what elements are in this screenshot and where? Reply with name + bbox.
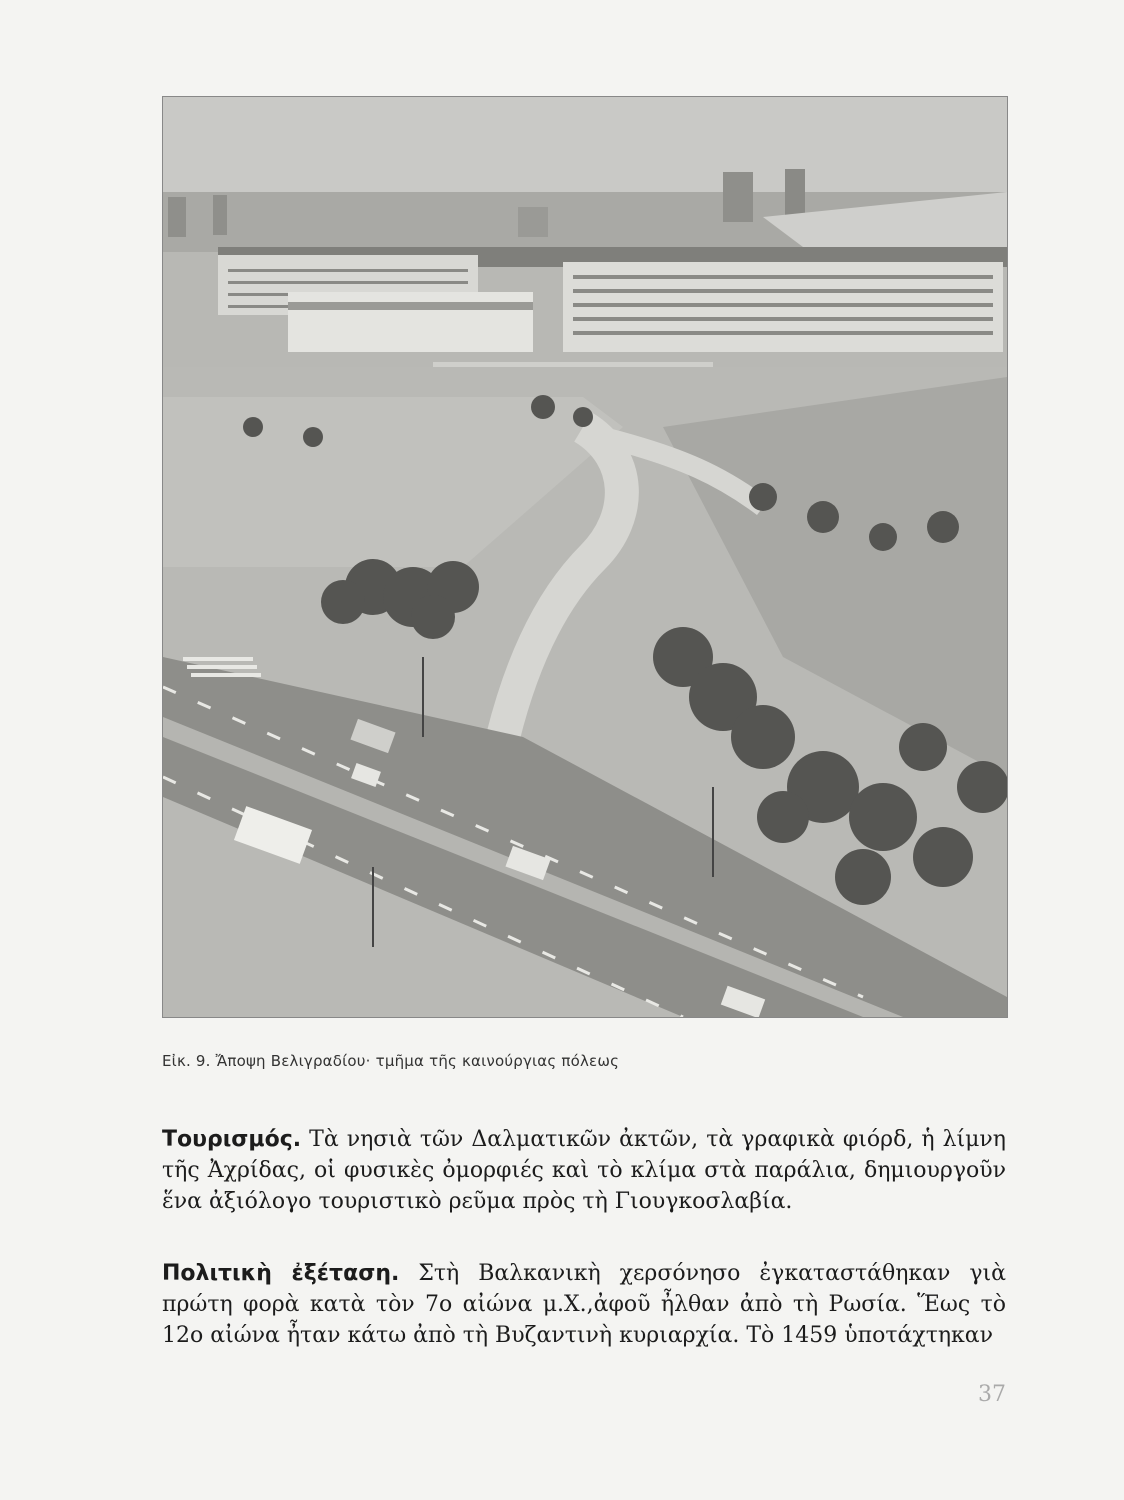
paragraph-text: Τὰ νησιὰ τῶν Δαλματικῶν ἀκτῶν, τὰ γραφικὰ φιόρδ, ἡ λίμνη τῆς Ἀχρίδας, οἱ φυσικὲς ὀμορφιές καὶ τὸ κλίμα στὰ παράλια, δημιουργοῦν ἕνα ἀξιόλογο τουριστικὸ ρεῦμα πρὸς τὴ Γιουγκοσλαβία. bbox=[162, 1127, 1006, 1214]
paragraph-heading: Τουρισμός. bbox=[162, 1127, 302, 1152]
paragraph-text: Στὴ Βαλκανικὴ χερσόνησο ἐγκαταστάθηκαν γιὰ πρώτη φορὰ κατὰ τὸν 7ο αἰώνα μ.Χ.,ἀφοῦ ἦλθαν ἀπὸ τὴ Ρωσία. Ἕως τὸ 12ο αἰώνα ἦταν κάτω ἀπὸ τὴ Βυζαντινὴ κυριαρχία. Τὸ 1459 ὑποτάχτηκαν bbox=[162, 1261, 1006, 1348]
paragraph-tourism bbox=[162, 1124, 1006, 1217]
paragraph-political bbox=[162, 1258, 1006, 1351]
page-number: 37 bbox=[978, 1382, 1006, 1407]
paragraph-heading: Πολιτικὴ ἐξέταση. bbox=[162, 1261, 400, 1286]
city-photo bbox=[162, 96, 1008, 1018]
figure-caption: Εἰκ. 9. Ἄποψη Βελιγραδίου· τμῆμα τῆς καινούργιας πόλεως bbox=[162, 1052, 620, 1070]
aerial-city-photo-icon bbox=[163, 97, 1007, 1017]
